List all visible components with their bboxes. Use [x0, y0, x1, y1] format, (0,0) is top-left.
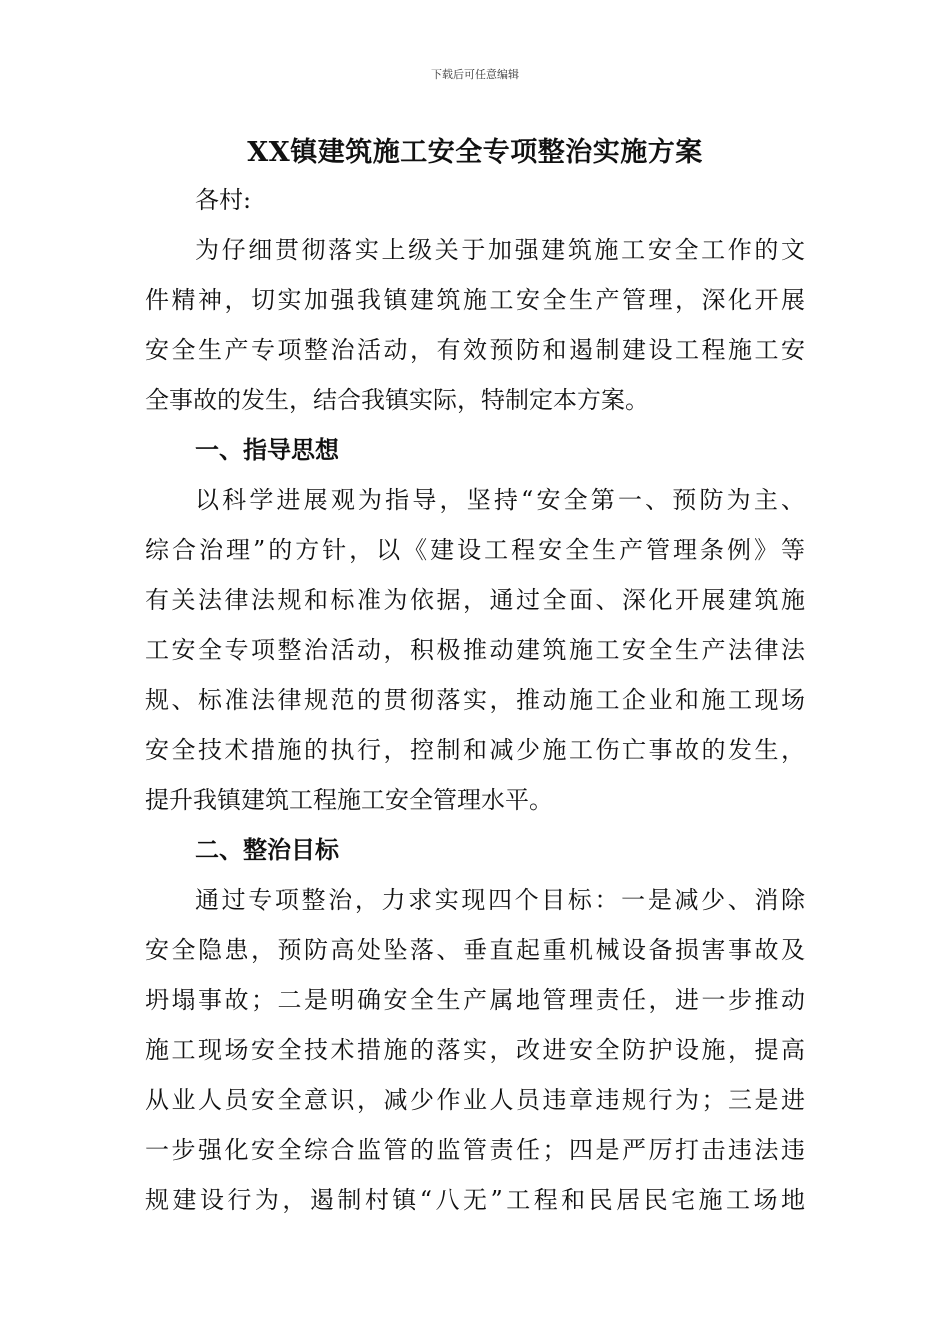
paragraph-line: 综合治理”的方针，以《建设工程安全生产管理条例》等 [145, 536, 805, 564]
paragraph-line: 有关法律法规和标准为依据，通过全面、深化开展建筑施 [145, 586, 805, 614]
paragraph-line: 一步强化安全综合监管的监管责任；四是严厉打击违法违 [145, 1136, 805, 1164]
salutation: 各村: [195, 186, 252, 214]
intro-line: 件精神，切实加强我镇建筑施工安全生产管理，深化开展 [145, 286, 805, 314]
paragraph-line: 规建设行为，遏制村镇“八无”工程和民居民宅施工场地 [145, 1186, 805, 1214]
intro-line: 安全生产专项整治活动，有效预防和遏制建设工程施工安 [145, 336, 805, 364]
intro-line: 全事故的发生，结合我镇实际，特制定本方案。 [145, 386, 649, 414]
header-note: 下载后可任意编辑 [431, 68, 519, 81]
paragraph-line: 坍塌事故；二是明确安全生产属地管理责任，进一步推动 [145, 986, 805, 1014]
document-body [145, 175, 805, 1225]
section-heading: 二、整治目标 [195, 836, 339, 864]
paragraph-line: 提升我镇建筑工程施工安全管理水平。 [145, 786, 553, 814]
paragraph-line: 从业人员安全意识，减少作业人员违章违规行为；三是进 [145, 1086, 805, 1114]
paragraph-line: 安全隐患，预防高处坠落、垂直起重机械设备损害事故及 [145, 936, 805, 964]
paragraph-line: 施工现场安全技术措施的落实，改进安全防护设施，提高 [145, 1036, 805, 1064]
paragraph-line: 工安全专项整治活动，积极推动建筑施工安全生产法律法 [145, 636, 805, 664]
paragraph-line: 通过专项整治，力求实现四个目标：一是减少、消除 [195, 886, 805, 914]
intro-line: 为仔细贯彻落实上级关于加强建筑施工安全工作的文 [195, 236, 805, 264]
paragraph-line: 安全技术措施的执行，控制和减少施工伤亡事故的发生， [145, 736, 805, 764]
paragraph-line: 规、标准法律规范的贯彻落实，推动施工企业和施工现场 [145, 686, 805, 714]
section-heading: 一、指导思想 [195, 436, 339, 464]
document-title: XX镇建筑施工安全专项整治实施方案 [247, 137, 703, 168]
paragraph-line: 以科学进展观为指导，坚持“安全第一、预防为主、 [195, 486, 805, 514]
